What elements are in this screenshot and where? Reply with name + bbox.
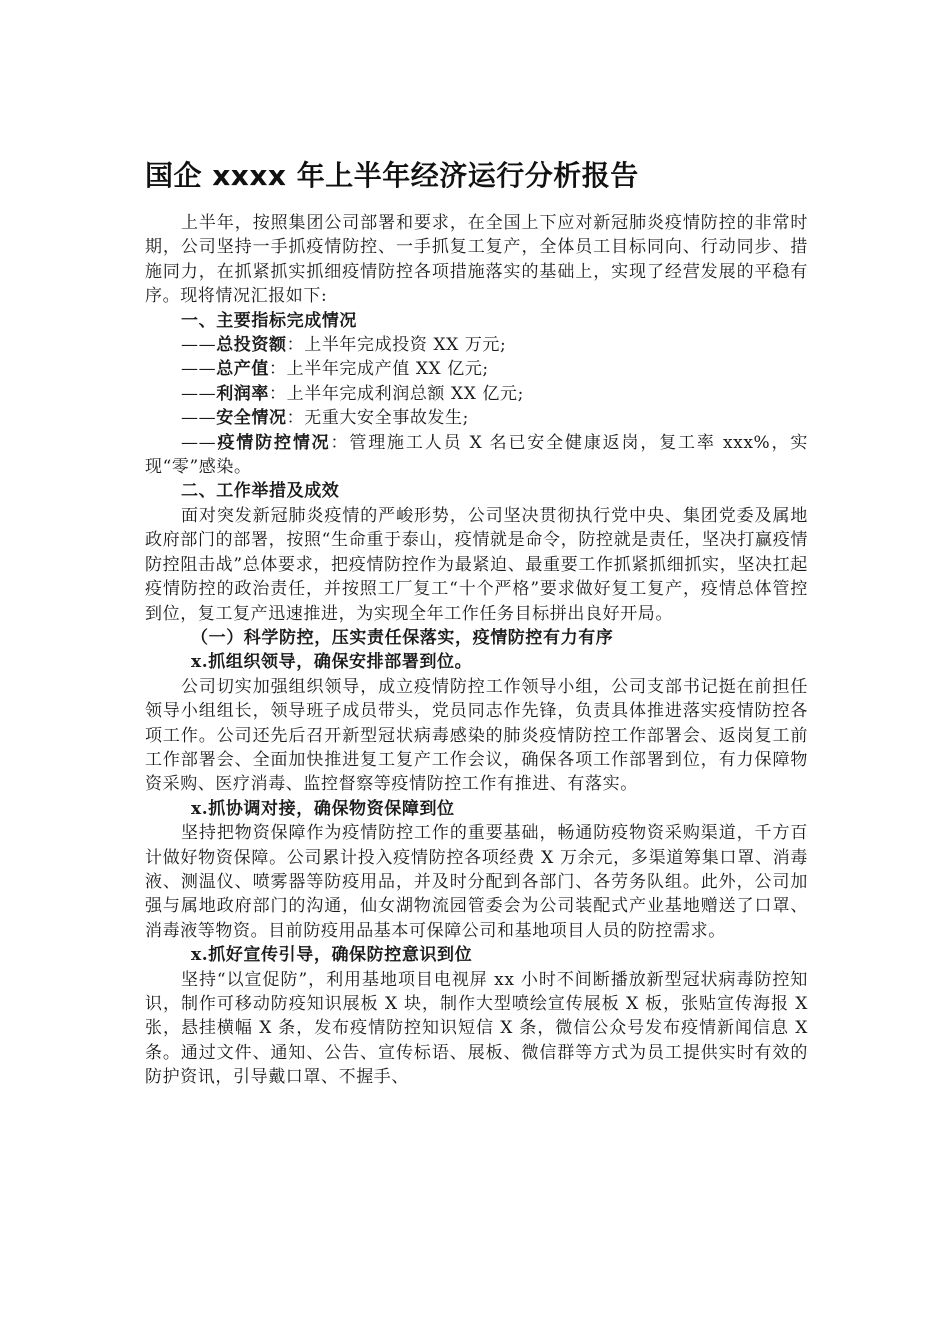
colon: ：	[286, 335, 305, 356]
point-heading-supplies: x.抓协调对接，确保物资保障到位	[191, 798, 455, 819]
document-body	[145, 211, 808, 1090]
intro-paragraph: 上半年，按照集团公司部署和要求，在全国上下应对新冠肺炎疫情防控的非常时期，公司坚持一手抓疫情防控、一手抓复工复产，全体员工目标同向、行动同步、措施同力，在抓紧抓实抓细疫情防控各项措施落实的基础上，实现了经营发展的平稳有序。现将情况汇报如下:	[145, 213, 808, 307]
subsection-heading: （一）科学防控，压实责任保落实，疫情防控有力有序	[191, 627, 614, 648]
colon: ：	[286, 408, 305, 429]
point-heading-publicity: x.抓好宣传引导，确保防控意识到位	[191, 945, 473, 966]
indicator-label: 总投资额	[216, 335, 287, 356]
indicator-value: 上半年完成投资 XX 万元;	[304, 335, 507, 356]
indicator-value: 上半年完成产值 XX 亿元;	[286, 359, 489, 380]
dash: ——	[181, 335, 217, 356]
dash: ——	[181, 432, 217, 453]
dash: ——	[181, 408, 217, 429]
indicator-label: 利润率	[216, 383, 270, 404]
indicator-item-profit	[145, 382, 808, 406]
colon: ：	[330, 432, 350, 453]
point-paragraph-supplies: 坚持把物资保障作为疫情防控工作的重要基础，畅通防疫物资采购渠道，千方百计做好物资保障。公司累计投入疫情防控各项经费 X 万余元，多渠道筹集口罩、消毒液、测温仪、喷雾器等防疫用品，并及时分配到各部门、各劳务队组。此外，公司加强与属地政府部门的沟通，仙女湖物流园管委会为公司装配式产业基地赠送了口罩、消毒液等物资。目前防疫用品基本可保障公司和基地项目人员的防控需求。	[145, 823, 808, 941]
dash: ——	[181, 383, 217, 404]
indicator-value: 无重大安全事故发生;	[304, 408, 469, 429]
point-paragraph-publicity: 坚持“以宣促防”，利用基地项目电视屏 xx 小时不间断播放新型冠状病毒防控知识，制作可移动防疫知识展板 X 块，制作大型喷绘宣传展板 X 板，张贴宣传海报 X 张，悬挂横幅 X 条，发布疫情防控知识短信 X 条，微信公众号发布疫情新闻信息 X 条。通过文件、通知、公告、宣传标语、展板、微信群等方式为员工提供实时有效的防护资讯，引导戴口罩、不握手、	[145, 969, 808, 1088]
indicator-label: 总产值	[216, 359, 270, 380]
indicator-label: 疫情防控情况	[216, 432, 331, 453]
section-heading-indicators: 一、主要指标完成情况	[181, 310, 357, 331]
indicator-item-investment	[145, 333, 808, 357]
indicator-value: 管理施工人员 X 名已安全健康返岗，复工率 xxx%，实现“零”感染。	[145, 432, 808, 478]
colon: ：	[269, 359, 287, 380]
point-heading-organization: x.抓组织领导，确保安排部署到位。	[191, 652, 473, 673]
indicator-item-safety	[145, 406, 808, 430]
colon: ：	[269, 383, 287, 404]
document-title: 国企 xxxx 年上半年经济运行分析报告	[145, 159, 639, 192]
dash: ——	[181, 359, 217, 380]
measures-intro-paragraph: 面对突发新冠肺炎疫情的严峻形势，公司坚决贯彻执行党中央、集团党委及属地政府部门的部署，按照“生命重于泰山，疫情就是命令，防控就是责任，坚决打赢疫情防控阻击战”总体要求，把疫情防控作为最紧迫、最重要工作抓紧抓细抓实，坚决扛起疫情防控的政治责任，并按照工厂复工“十个严格”要求做好复工复产，疫情总体管控到位，复工复产迅速推进，为实现全年工作任务目标拼出良好开局。	[145, 505, 808, 624]
indicator-value: 上半年完成利润总额 XX 亿元;	[286, 383, 524, 404]
indicator-item-epidemic	[145, 431, 808, 480]
point-paragraph-organization: 公司切实加强组织领导，成立疫情防控工作领导小组，公司支部书记挺在前担任领导小组组长，领导班子成员带头，党员同志作先锋，负责具体推进落实疫情防控各项工作。公司还先后召开新型冠状病毒感染的肺炎疫情防控工作部署会、返岗复工前工作部署会、全面加快推进复工复产工作会议，确保各项工作部署到位，有力保障物资采购、医疗消毒、监控督察等疫情防控工作有推进、有落实。	[145, 676, 808, 795]
section-heading-measures: 二、工作举措及成效	[181, 481, 340, 502]
indicator-item-output	[145, 357, 808, 381]
indicator-label: 安全情况	[216, 408, 287, 429]
